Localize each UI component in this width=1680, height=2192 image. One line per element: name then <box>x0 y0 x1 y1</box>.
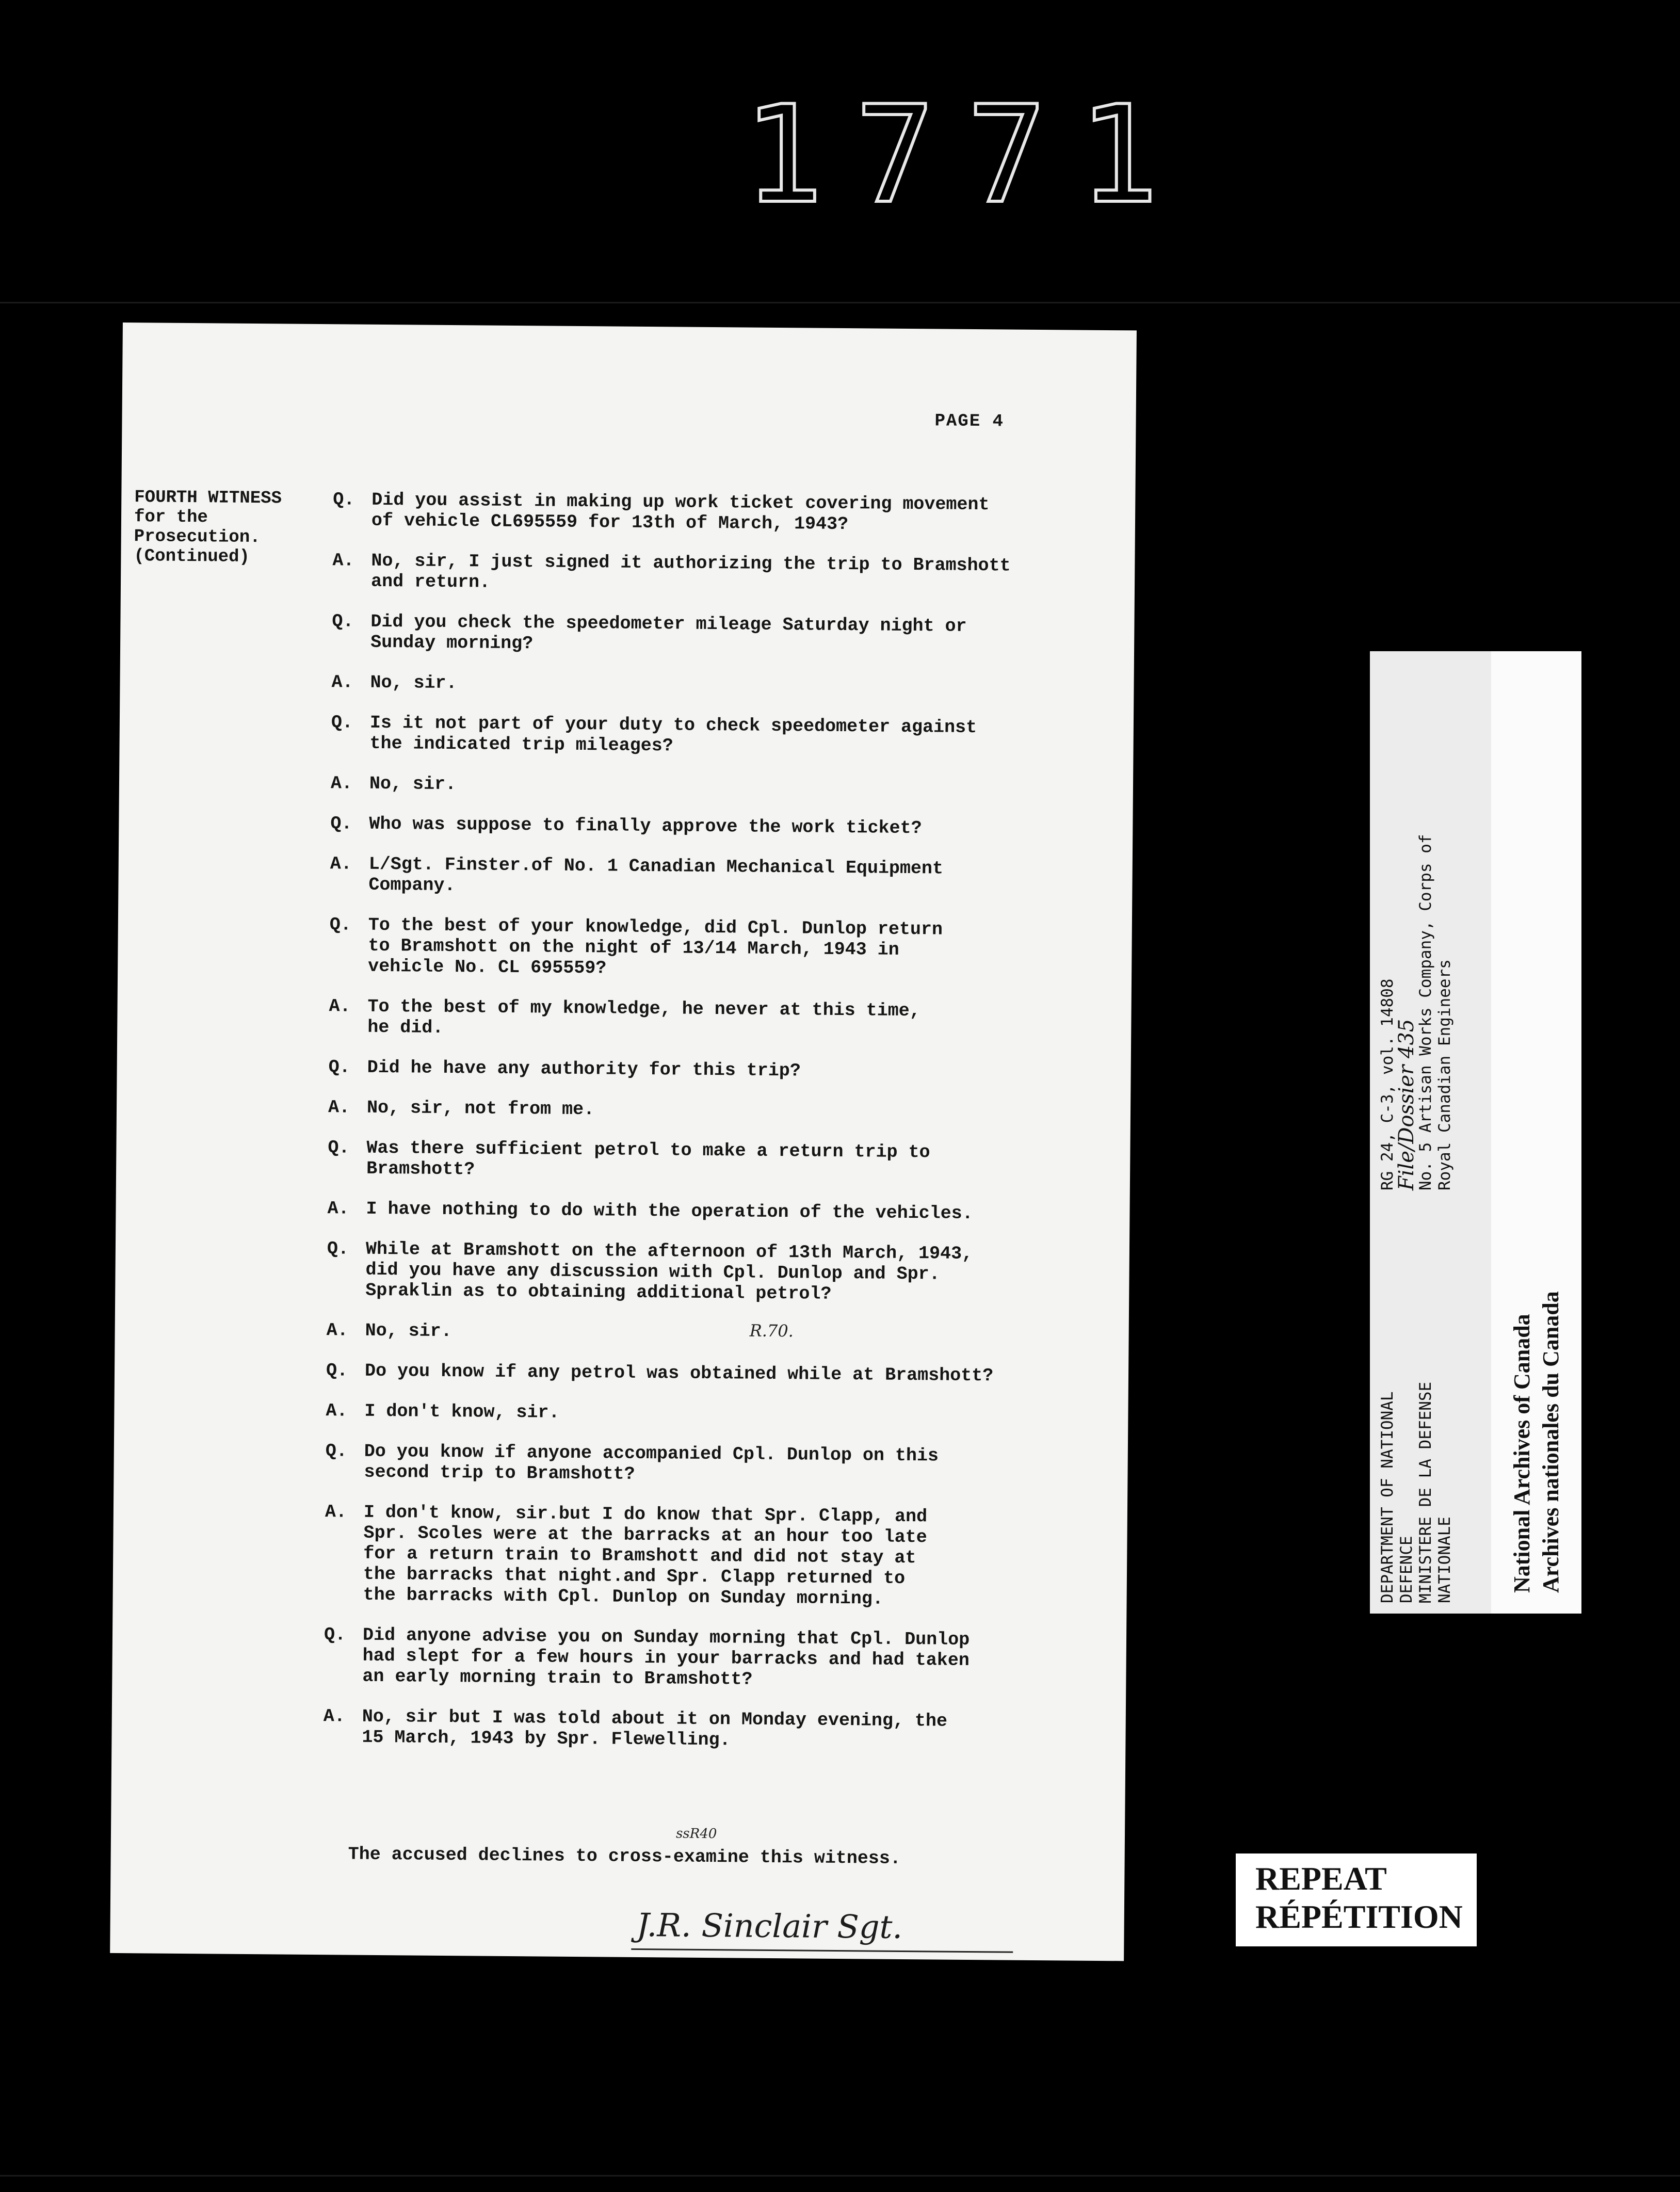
testimony-line: No, sir. <box>370 672 457 694</box>
testimony-line: he did. <box>367 1017 444 1038</box>
answer-marker: A. <box>331 672 353 693</box>
question-marker: Q. <box>332 611 354 632</box>
witness-side-heading <box>134 488 325 568</box>
testimony-line: While at Bramshott on the afternoon of 13th March, 1943, <box>365 1238 973 1264</box>
question-marker: Q. <box>330 813 352 834</box>
testimony-line: L/Sgt. Finster.of No. 1 Canadian Mechanical Equipment <box>368 853 944 879</box>
answer-item <box>326 1400 1130 1427</box>
repeat-notice-english: REPEAT <box>1255 1860 1387 1897</box>
question-marker: Q. <box>331 712 353 733</box>
question-item <box>325 1441 1130 1488</box>
testimony-line: the indicated trip mileages? <box>369 733 673 756</box>
testimony-line: an early morning train to Bramshott? <box>362 1666 753 1690</box>
testimony-line: 15 March, 1943 by Spr. Flewelling. <box>362 1727 731 1751</box>
signature-line <box>631 1948 1013 1953</box>
answer-marker: A. <box>329 996 351 1017</box>
record-group-ref: RG 24, C-3, vol. 14808 <box>1378 978 1397 1190</box>
question-marker: Q. <box>325 1441 348 1462</box>
testimony-line: No, sir, I just signed it authorizing the trip to Bramshott <box>371 550 1011 576</box>
question-item <box>332 611 1137 658</box>
archives-stamp-french: Archives nationales du Canada <box>1538 1291 1563 1593</box>
testimony-line: Do you know if anyone accompanied Cpl. Dunlop on this <box>364 1441 939 1466</box>
testimony-line: To the best of your knowledge, did Cpl. Dunlop return <box>368 914 943 940</box>
question-marker: Q. <box>333 489 355 510</box>
testimony-line: No, sir. <box>365 1320 452 1342</box>
department-line: MINISTERE DE LA DEFENSE <box>1416 1381 1435 1603</box>
signature <box>631 1903 1013 1958</box>
reference-block <box>1378 659 1455 1190</box>
answer-item <box>327 1320 1132 1347</box>
question-item <box>324 1624 1129 1693</box>
testimony-line: I don't know, sir. <box>364 1400 560 1423</box>
frame-divider-top <box>0 302 1680 303</box>
archives-stamp-english: National Archives of Canada <box>1509 1314 1534 1593</box>
side-heading-line: (Continued) <box>134 546 250 567</box>
department-line: NATIONALE <box>1435 1517 1454 1603</box>
frame-divider-bottom <box>0 2175 1680 2177</box>
testimony-line: I have nothing to do with the operation of the vehicles. <box>366 1198 973 1224</box>
testimony-line: the barracks with Cpl. Dunlop on Sunday morning. <box>363 1584 883 1609</box>
testimony-line: Spr. Scoles were at the barracks at an hour too late <box>363 1522 927 1548</box>
repeat-notice-french: RÉPÉTITION <box>1255 1898 1463 1935</box>
testimony-line: Is it not part of your duty to check speedometer against <box>369 712 977 738</box>
testimony-line: Did he have any authority for this trip? <box>367 1057 801 1082</box>
question-item <box>331 712 1136 760</box>
frame-number: 1771 <box>743 77 1190 233</box>
repeat-notice <box>1236 1853 1477 1946</box>
testimony-line: vehicle No. CL 695559? <box>368 956 607 979</box>
answer-marker: A. <box>326 1320 348 1341</box>
answer-item <box>332 550 1138 598</box>
question-item <box>330 813 1135 840</box>
testimony-line: Company. <box>368 874 456 896</box>
question-item <box>329 1057 1134 1084</box>
question-item <box>333 489 1138 537</box>
testimony-line: did you have any discussion with Cpl. Dunlop and Spr. <box>365 1259 940 1285</box>
testimony-line: No, sir, not from me. <box>366 1097 595 1120</box>
testimony-list <box>323 489 1138 1773</box>
side-heading-line: Prosecution. <box>134 527 261 548</box>
question-marker: Q. <box>327 1238 349 1260</box>
answer-marker: A. <box>328 1097 350 1118</box>
testimony-line: second trip to Bramshott? <box>364 1461 635 1485</box>
testimony-line: and return. <box>370 571 491 593</box>
answer-item <box>323 1706 1128 1753</box>
answer-item <box>324 1502 1130 1611</box>
closing-statement: The accused declines to cross-examine this witness. <box>348 1844 901 1869</box>
answer-item <box>331 773 1136 800</box>
testimony-line: No, sir but I was told about it on Monday evening, the <box>362 1706 948 1732</box>
handwritten-annotation: ssR40 <box>675 1826 717 1842</box>
answer-marker: A. <box>323 1706 345 1727</box>
handwritten-annotation: R.70. <box>749 1320 794 1341</box>
question-item <box>326 1360 1131 1387</box>
page-number: PAGE 4 <box>934 411 1005 432</box>
department-block <box>1378 1242 1455 1603</box>
testimony-line: No, sir. <box>369 773 457 795</box>
testimony-line: to Bramshott on the night of 13/14 March, 1943 in <box>368 935 899 960</box>
testimony-line: Was there sufficient petrol to make a return trip to <box>366 1137 930 1163</box>
answer-marker: A. <box>332 550 354 571</box>
answer-item <box>329 996 1134 1043</box>
signature-text: J.R. Sinclair Sgt. <box>636 1906 903 1946</box>
testimony-line: To the best of my knowledge, he never at this time, <box>367 996 920 1022</box>
answer-item <box>330 853 1135 901</box>
testimony-line: the barracks that night.and Spr. Clapp returned to <box>363 1564 906 1589</box>
answer-item <box>331 672 1136 699</box>
question-marker: Q. <box>328 1137 350 1158</box>
testimony-line: Spraklin as to obtaining additional petrol? <box>365 1280 832 1304</box>
testimony-line: Did you assist in making up work ticket covering movement <box>371 489 990 515</box>
answer-marker: A. <box>330 773 353 794</box>
unit-line: Royal Canadian Engineers <box>1435 959 1454 1190</box>
department-line: DEPARTMENT OF NATIONAL <box>1378 1391 1397 1603</box>
answer-marker: A. <box>326 1400 348 1422</box>
testimony-line: had slept for a few hours in your barracks and had taken <box>362 1645 970 1671</box>
unit-line: No. 5 Artisan Works Company, Corps of <box>1416 834 1435 1190</box>
question-marker: Q. <box>326 1360 348 1381</box>
testimony-line: Do you know if any petrol was obtained while at Bramshott? <box>364 1360 994 1387</box>
question-item <box>327 1238 1132 1307</box>
testimony-line: Who was suppose to finally approve the work ticket? <box>369 813 922 839</box>
question-marker: Q. <box>328 1057 350 1078</box>
file-dossier-number: File/Dossier 435 <box>1395 1019 1418 1190</box>
document-page <box>110 323 1137 1961</box>
testimony-line: Bramshott? <box>366 1158 475 1180</box>
side-heading-line: for the <box>134 507 208 528</box>
answer-marker: A. <box>325 1502 347 1523</box>
answer-item <box>327 1198 1132 1225</box>
testimony-line: Sunday morning? <box>370 632 534 654</box>
testimony-line: Did anyone advise you on Sunday morning that Cpl. Dunlop <box>362 1624 970 1650</box>
testimony-line: Did you check the speedometer mileage Saturday night or <box>370 611 967 637</box>
archives-stamp <box>1491 651 1581 1614</box>
department-line: DEFENCE <box>1397 1536 1416 1603</box>
answer-item <box>328 1097 1133 1124</box>
answer-marker: A. <box>330 853 352 875</box>
testimony-line: I don't know, sir.but I do know that Spr. Clapp, and <box>363 1502 928 1527</box>
question-marker: Q. <box>324 1624 346 1646</box>
answer-marker: A. <box>327 1198 349 1219</box>
question-item <box>328 1137 1133 1185</box>
side-heading-line: FOURTH WITNESS <box>134 488 282 509</box>
question-marker: Q. <box>329 914 352 936</box>
question-item <box>329 914 1135 982</box>
testimony-line: of vehicle CL695559 for 13th of March, 1943? <box>371 510 849 535</box>
testimony-line: for a return train to Bramshott and did not stay at <box>363 1543 916 1569</box>
